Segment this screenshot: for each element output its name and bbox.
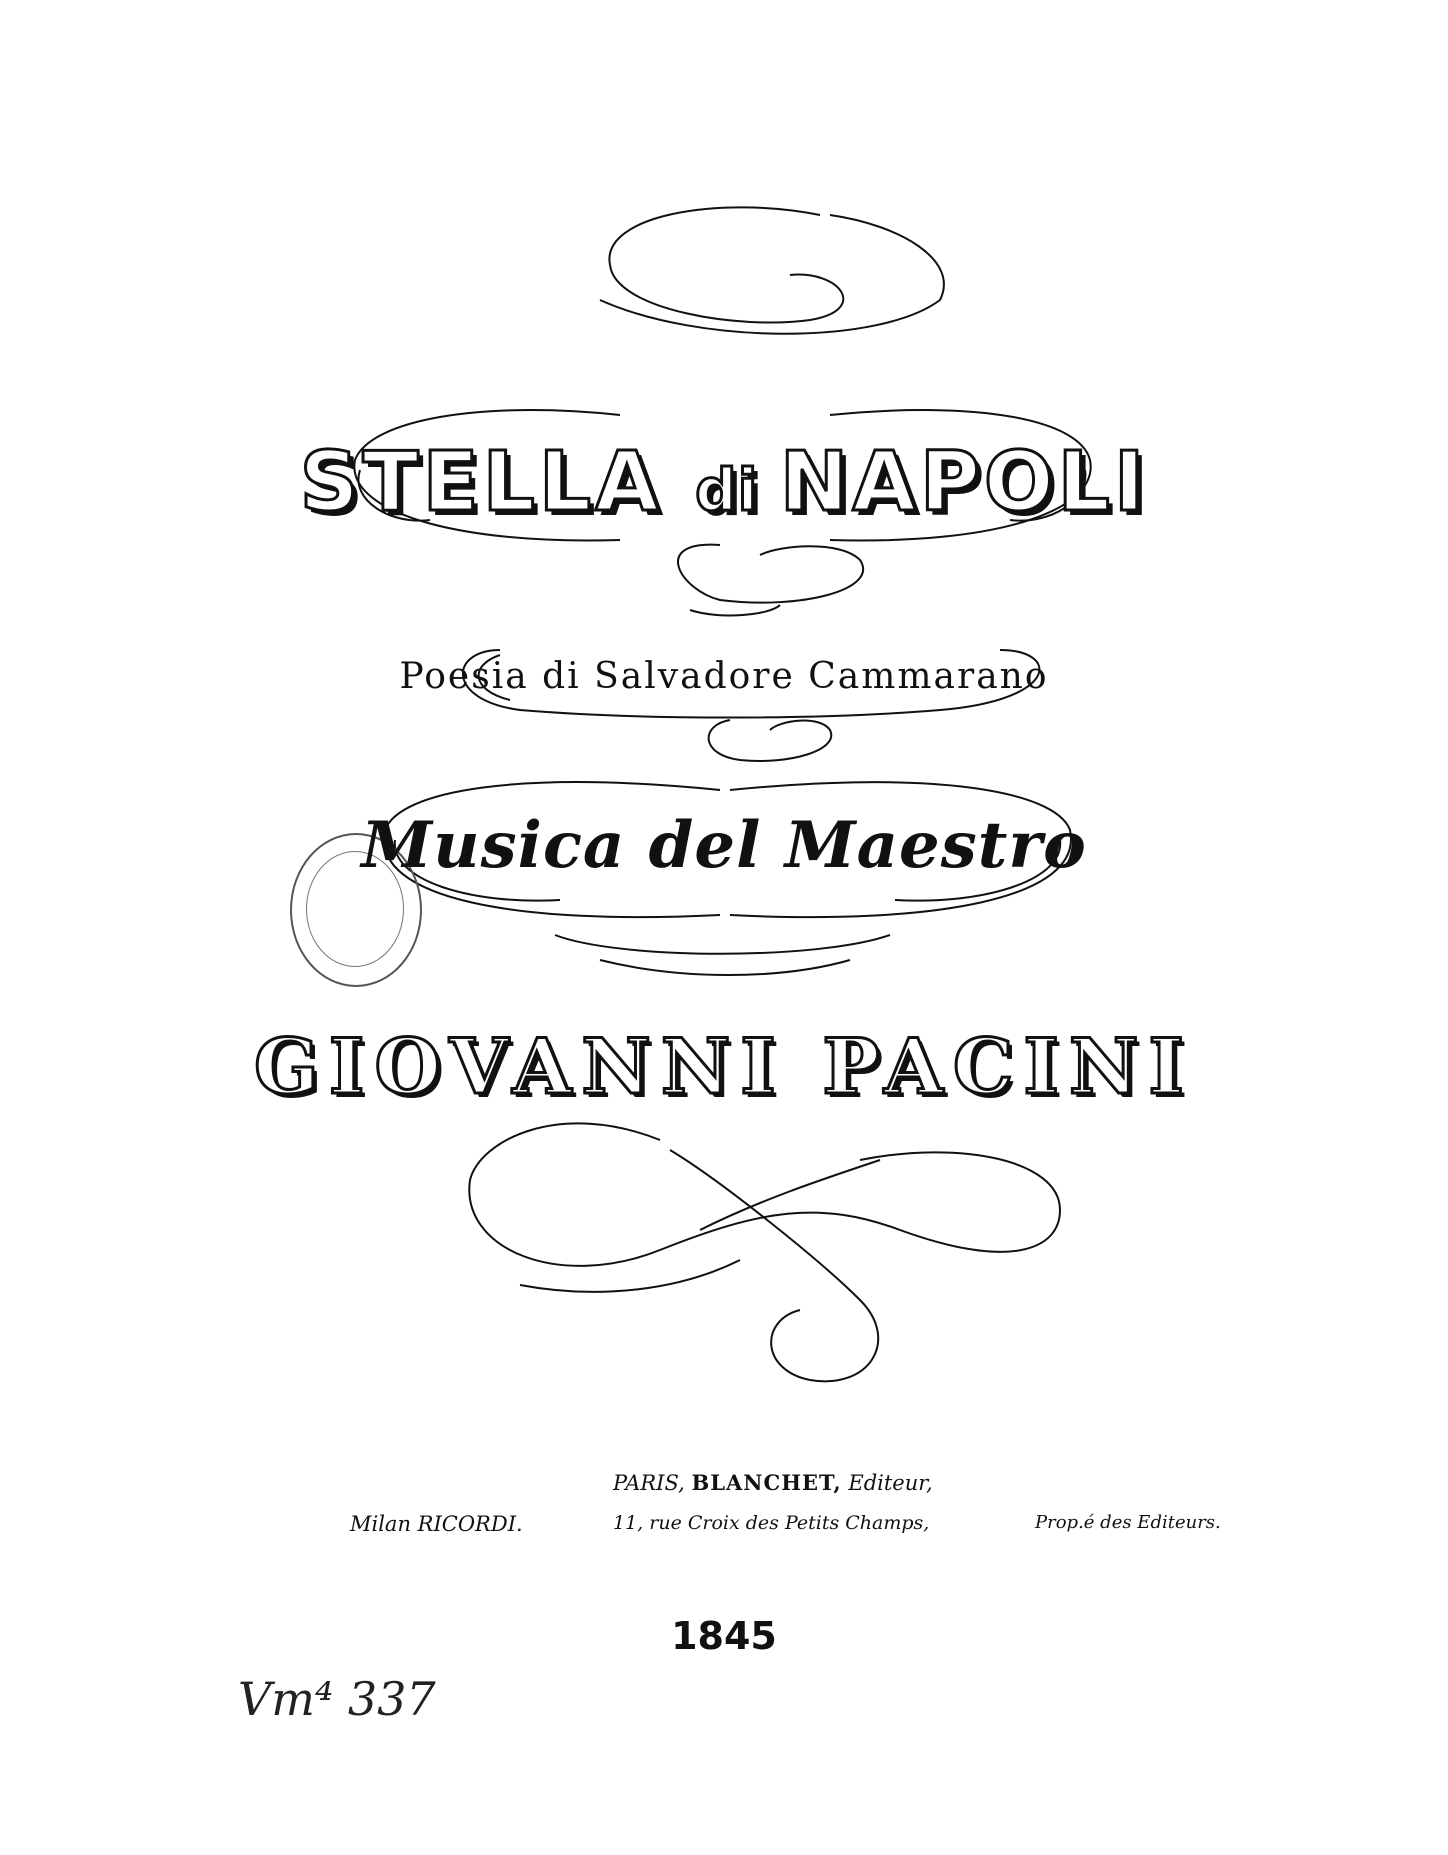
publisher-name: BLANCHET, <box>691 1470 842 1495</box>
bottom-swirl <box>469 1123 1060 1265</box>
milan-publisher: Milan RICORDI. <box>350 1512 523 1536</box>
publication-year: 1845 <box>671 1614 777 1658</box>
publisher-role: Editeur, <box>848 1471 933 1495</box>
top-swirl <box>609 207 843 322</box>
shelfmark: Vm⁴ 337 <box>238 1672 436 1726</box>
publisher-city: PARIS, <box>613 1471 685 1495</box>
poet-line: Poesia di Salvadore Cammarano <box>399 656 1049 697</box>
music-by-line: Musica del Maestro <box>361 808 1087 883</box>
middle-swirl <box>678 545 863 603</box>
publisher-line <box>613 1470 933 1495</box>
composer-name: GIOVANNI PACINI <box>254 1022 1194 1111</box>
title-part-3: NAPOLI <box>779 435 1149 530</box>
opera-title <box>0 435 1448 530</box>
title-part-2: di <box>695 456 780 524</box>
property-notice: Prop.é des Editeurs. <box>1035 1512 1221 1533</box>
publisher-address: 11, rue Croix des Petits Champs, <box>613 1512 930 1534</box>
title-part-1: STELLA <box>299 435 696 530</box>
